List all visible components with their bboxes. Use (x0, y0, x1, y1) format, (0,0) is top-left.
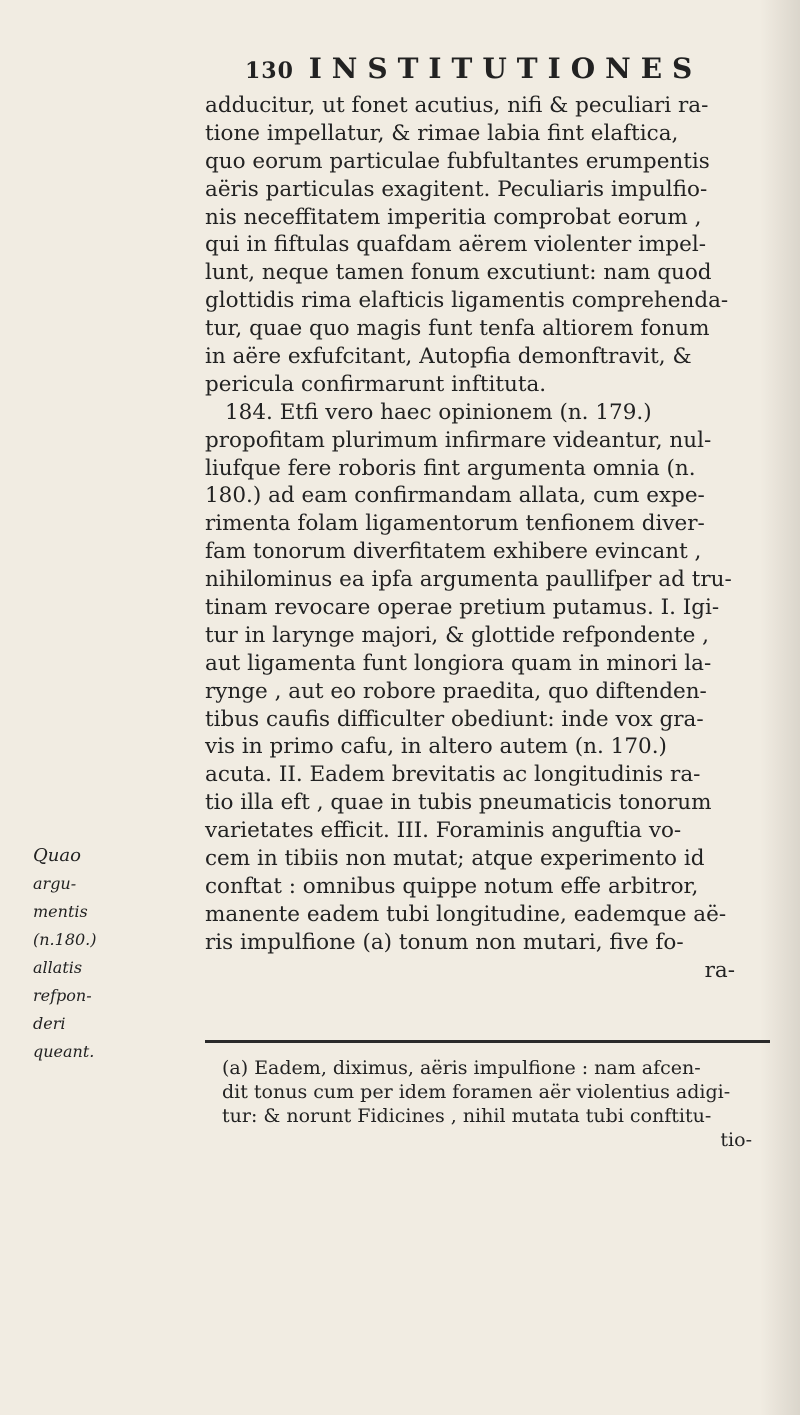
footnote-line: tur: & norunt Fidicines , nihil mutata tubi conftitu- (222, 1105, 712, 1127)
paragraph-start-line: 184. Etfi vero haec opinionem (n. 179.) (225, 399, 652, 425)
text-line: tur in larynge majori, & glottide refpondente , (205, 622, 709, 648)
footnote-line: (a) Eadem, diximus, aëris impulfione : nam afcen- (222, 1057, 701, 1079)
main-text (205, 92, 765, 985)
text-line: ris impulfione (a) tonum non mutari, five fo- (205, 929, 684, 955)
text-line: rynge , aut eo robore praedita, quo diftenden- (205, 678, 707, 704)
text-line: glottidis rima elafticis ligamentis comprehenda- (205, 288, 729, 314)
text-line: tio illa eft , quae in tubis pneumaticis tonorum (205, 790, 712, 816)
text-line: cem in tibiis non mutat; atque experimento id (205, 846, 705, 872)
text-line: qui in fiftulas quafdam aërem violenter impel- (205, 232, 706, 258)
text-line: lunt, neque tamen fonum excutiunt: nam quod (205, 260, 712, 286)
text-line: rimenta folam ligamentorum tenfionem diver- (205, 511, 705, 537)
running-header (245, 52, 702, 85)
page-edge-shadow (760, 0, 800, 1415)
text-line: adducitur, ut fonet acutius, nifi & peculiari ra- (205, 93, 709, 118)
footnote-catchword: tio- (720, 1129, 752, 1151)
text-line: tibus caufis difficulter obediunt: inde vox gra- (205, 706, 704, 732)
text-line: 180.) ad eam confirmandam allata, cum expe- (205, 483, 705, 509)
text-line: in aëre exfufcitant, Autopfia demonftravit, & (205, 344, 692, 370)
running-title: INSTITUTIONES (308, 52, 703, 85)
margin-line: (n.180.) (33, 930, 97, 949)
margin-line: mentis (33, 902, 88, 921)
catchword: ra- (704, 957, 735, 983)
text-line: liufque fere roboris fint argumenta omnia (n. (205, 455, 696, 481)
margin-line: Quao (33, 845, 81, 866)
text-line: tur, quae quo magis funt tenfa altiorem fonum (205, 316, 710, 342)
marginal-note (33, 842, 128, 1066)
footnote (222, 1056, 772, 1152)
text-line: manente eadem tubi longitudine, eademque aë- (205, 901, 727, 927)
footnote-line: dit tonus cum per idem foramen aër violentius adigi- (222, 1081, 731, 1103)
text-line: tinam revocare operae pretium putamus. I. Igi- (205, 595, 720, 621)
text-line: aut ligamenta funt longiora quam in minori la- (205, 650, 712, 676)
margin-line: refpon- (33, 986, 92, 1005)
text-line: nis neceffitatem imperitia comprobat eorum , (205, 204, 702, 230)
footnote-rule (205, 1040, 770, 1043)
text-line: pericula confirmarunt inftituta. (205, 371, 547, 397)
text-line: aëris particulas exagitent. Peculiaris impulfio- (205, 176, 708, 202)
text-line: nihilominus ea ipfa argumenta paullifper ad tru- (205, 567, 732, 593)
text-line: varietates efficit. III. Foraminis anguftia vo- (205, 818, 682, 844)
margin-line: queant. (33, 1042, 95, 1061)
text-line: conftat : omnibus quippe notum effe arbitror, (205, 873, 699, 899)
text-line: acuta. II. Eadem brevitatis ac longitudinis ra- (205, 762, 701, 788)
text-line: propofitam plurimum infirmare videantur, nul- (205, 427, 712, 453)
margin-line: deri (33, 1014, 66, 1033)
text-line: quo eorum particulae fubfultantes erumpentis (205, 148, 710, 174)
margin-line: allatis (33, 958, 83, 977)
text-line: fam tonorum diverfitatem exhibere evincant , (205, 539, 702, 565)
margin-line: argu- (33, 874, 77, 893)
text-line: vis in primo cafu, in altero autem (n. 170.) (205, 734, 667, 760)
page-number: 130 (245, 58, 294, 84)
text-line: tione impellatur, & rimae labia fint elaftica, (205, 120, 679, 146)
